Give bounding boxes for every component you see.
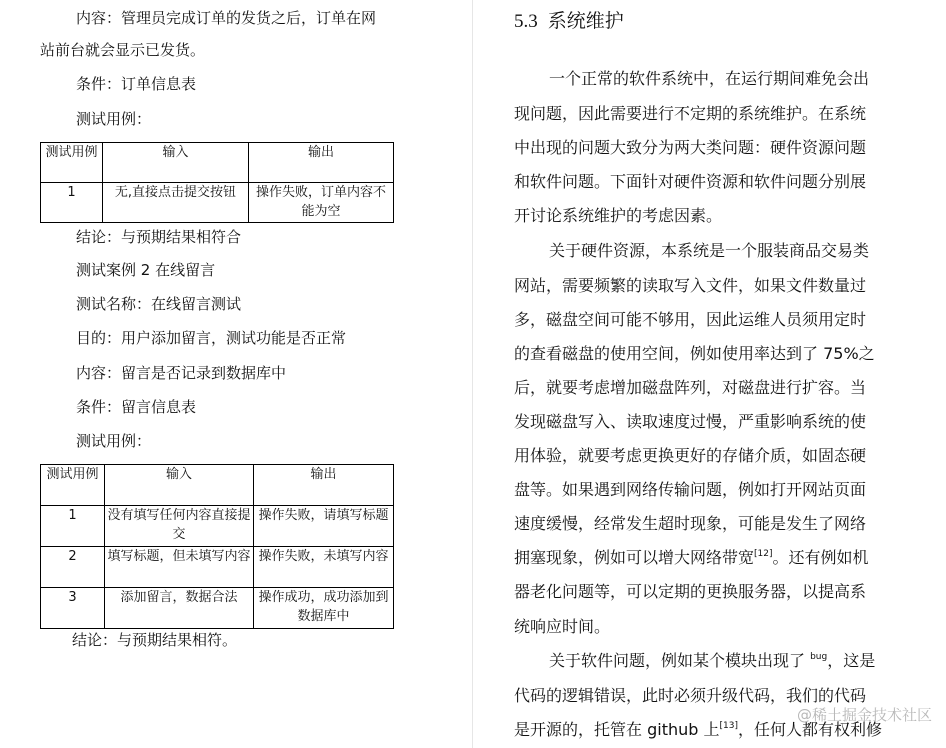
test-table-2 [40,464,394,629]
content-2: 内容：留言是否记录到数据库中 [76,364,287,382]
citation-ref: [12] [754,549,773,559]
site-watermark: @稀土掘金技术社区 [796,706,932,724]
para2-text: 拥塞现象，例如可以增大网络带宽 [514,548,755,567]
left-page [0,0,472,748]
case-output: 操作失败，订单内容不能为空 [249,183,394,223]
case-id: 2 [41,547,105,588]
testcase-label-2: 测试用例： [76,432,152,450]
table-header-row [41,143,394,183]
para2-line-9: 速度缓慢，经常发生超时现象，可能是发生了网络 [514,514,867,533]
para3-text: 是开源的，托管在 github 上 [514,720,720,739]
case-output: 操作失败，未填写内容 [254,547,394,588]
header-input: 输入 [105,465,254,506]
para3-line-2: 代码的逻辑错误，此时必须升级代码，我们的代码 [514,686,867,705]
para2-line-7: 用体验，就要考虑更换更好的存储介质，如固态硬 [514,446,867,465]
header-output: 输出 [254,465,394,506]
para2-line-5: 后，就要考虑增加磁盘阵列，对磁盘进行扩容。当 [514,378,867,397]
citation-ref: [13] [719,721,738,731]
para3-text: ，任何人都有权利修 [737,720,882,739]
para2-line-11: 器老化问题等，可以定期的更换服务器，以提高系 [514,582,867,601]
case-input: 无,直接点击提交按钮 [103,183,249,223]
test-table-1 [40,142,394,223]
para2-text: 。还有例如机 [772,548,869,567]
case-id: 1 [41,506,105,547]
section-title: 系统维护 [547,10,624,32]
para1-line-4: 和软件问题。下面针对硬件资源和软件问题分别展 [514,172,867,191]
header-test-case: 测试用例 [41,465,105,506]
para2-line-6: 发现磁盘写入、读取速度过慢，严重影响系统的使 [514,412,867,431]
para2-line-12: 统响应时间。 [514,617,611,636]
content-line-1: 内容：管理员完成订单的发货之后，订单在网 [76,9,377,27]
para2-line-4: 的查看磁盘的使用空间，例如使用率达到了 75%之 [514,344,875,363]
table-header-row [41,465,394,506]
test-case-2-title: 测试案例 2 在线留言 [76,261,216,279]
para2-line-2: 网站，需要频繁的读取写入文件，如果文件数量过 [514,276,867,295]
para2-line-3: 多，磁盘空间可能不够用，因此运维人员须用定时 [514,310,867,329]
case-input: 没有填写任何内容直接提交 [105,506,254,547]
case-id: 1 [41,183,103,223]
table-row [41,506,394,547]
case-output: 操作成功，成功添加到数据库中 [254,588,394,629]
condition-2: 条件：留言信息表 [76,398,197,416]
testcase-label-1: 测试用例： [76,110,152,128]
para1-line-2: 现问题，因此需要进行不定期的系统维护。在系统 [514,104,867,123]
table-row [41,547,394,588]
case-input: 添加留言，数据合法 [105,588,254,629]
section-number: 5.3 [514,11,538,32]
para2-line-8: 盘等。如果遇到网络传输问题，例如打开网站页面 [514,480,867,499]
para2-line-1: 关于硬件资源，本系统是一个服装商品交易类 [549,241,870,260]
right-page [486,0,946,748]
condition-1: 条件：订单信息表 [76,75,197,93]
para1-line-3: 中出现的问题大致分为两大类问题：硬件资源问题 [514,138,867,157]
table-row [41,183,394,223]
content-line-2: 站前台就会显示已发货。 [40,41,206,59]
table-row [41,588,394,629]
case-id: 3 [41,588,105,629]
section-heading [514,8,624,35]
para1-line-1: 一个正常的软件系统中，在运行期间难免会出 [549,69,870,88]
test-name-2: 测试名称：在线留言测试 [76,295,242,313]
conclusion-1: 结论：与预期结果相符合 [76,228,242,246]
para2-line-10 [514,548,869,568]
para1-line-5: 开讨论系统维护的考虑因素。 [514,206,723,225]
purpose-2: 目的：用户添加留言，测试功能是否正常 [76,329,347,347]
page-divider [472,0,473,748]
para3-text: ，这是 [827,651,876,670]
conclusion-2: 结论：与预期结果相符。 [72,631,238,649]
para3-line-1 [549,651,875,671]
case-input: 填写标题，但未填写内容 [105,547,254,588]
header-test-case: 测试用例 [41,143,103,183]
bug-word: bug [810,652,828,662]
header-output: 输出 [249,143,394,183]
case-output: 操作失败，请填写标题 [254,506,394,547]
header-input: 输入 [103,143,249,183]
para3-text: 关于软件问题，例如某个模块出现了 [549,651,811,670]
